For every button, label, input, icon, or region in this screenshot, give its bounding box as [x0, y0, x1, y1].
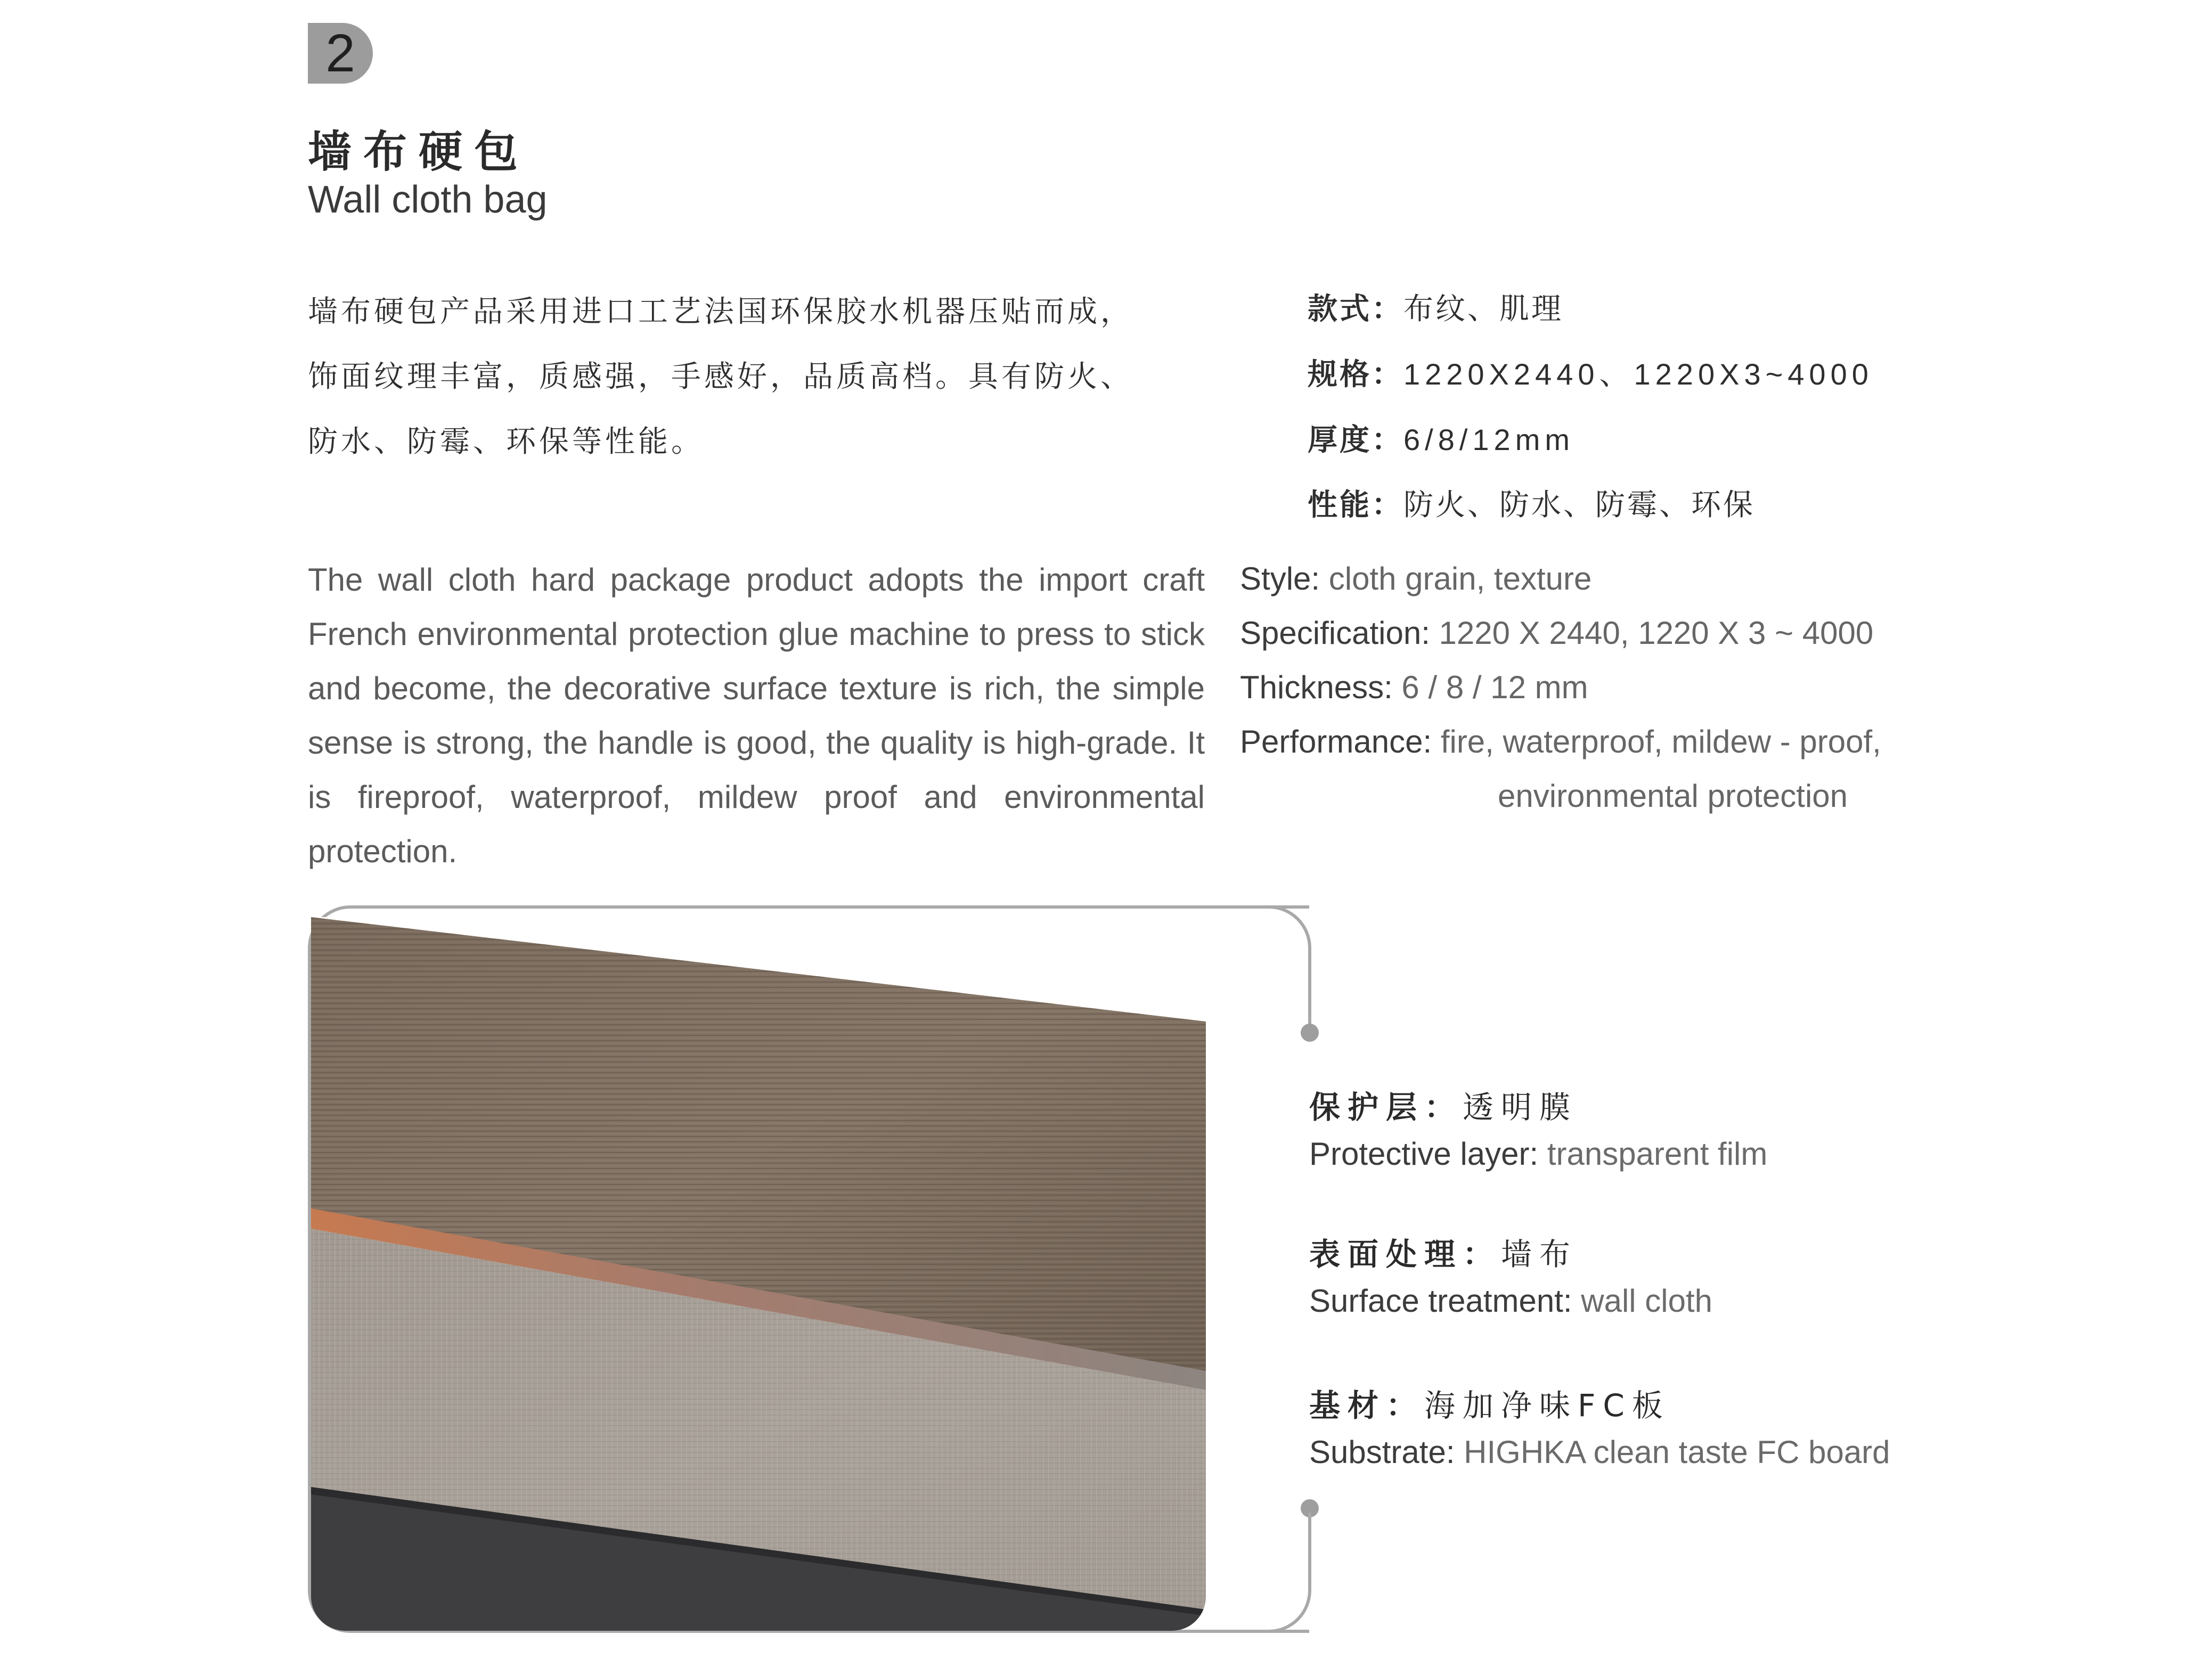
layer-label: Surface treatment: — [1309, 1283, 1572, 1319]
spec-value: 6/8/12mm — [1403, 423, 1574, 456]
section-number-badge: 2 — [308, 23, 373, 84]
spec-label: Specification: — [1240, 615, 1430, 651]
layer-label-en — [1309, 1282, 1712, 1319]
description-line: 墙布硬包产品采用进口工艺法国环保胶水机器压贴而成， — [308, 295, 1133, 329]
spec-style-cn — [1308, 277, 1873, 342]
layer-label-cn — [1309, 1229, 1712, 1274]
spec-label: 规格： — [1308, 357, 1403, 392]
spec-value: 布纹、肌理 — [1403, 292, 1563, 326]
description-chinese — [308, 280, 1213, 475]
spec-value: 6 / 8 / 12 mm — [1392, 669, 1588, 705]
layer-label: 保护层： — [1309, 1089, 1463, 1125]
layer-protective — [1309, 1082, 1767, 1172]
title-english: Wall cloth bag — [308, 178, 548, 221]
connector-dot — [1301, 1024, 1319, 1042]
layer-surface — [1309, 1229, 1712, 1319]
layer-label: 表面处理： — [1309, 1236, 1501, 1272]
photo-frame-edge — [1193, 1630, 1273, 1633]
spec-value: fire, waterproof, mildew - proof, — [1432, 724, 1881, 759]
layer-value: transparent film — [1538, 1136, 1768, 1172]
layer-value: 透明膜 — [1463, 1089, 1578, 1125]
spec-thickness-en — [1240, 660, 1932, 715]
layer-label-cn — [1309, 1082, 1767, 1127]
specs-english — [1240, 552, 1932, 823]
description-line: 饰面纹理丰富，质感强，手感好，品质高档。具有防火、 — [308, 359, 1133, 394]
layer-value: wall cloth — [1572, 1283, 1713, 1319]
spec-label: 款式： — [1308, 292, 1403, 326]
spec-style-en — [1240, 552, 1932, 606]
spec-thickness-cn — [1308, 407, 1873, 473]
layer-value: 墙布 — [1501, 1236, 1578, 1272]
layer-label: Substrate: — [1309, 1434, 1455, 1470]
layer-label-en — [1309, 1135, 1767, 1172]
description-english: The wall cloth hard package product adopts the import craft French environmental protection glue machine to press to stick and become, the decorative surface texture is rich, the simple sense is strong, the handle is good, the quality is high-grade. It is fireproof, waterproof, mildew proof and environmental protection. — [308, 562, 1205, 869]
spec-value: 1220 X 2440, 1220 X 3 ~ 4000 — [1430, 615, 1874, 651]
layer-substrate — [1309, 1380, 1890, 1470]
layer-label: Protective layer: — [1309, 1136, 1539, 1172]
wall-cloth-panel-image — [311, 917, 1206, 1631]
spec-label: 性能： — [1308, 488, 1403, 522]
product-photo — [311, 917, 1206, 1631]
layer-label-cn — [1309, 1380, 1890, 1425]
spec-size-cn — [1308, 342, 1873, 407]
photo-frame-connector — [1308, 948, 1311, 1029]
spec-label: 厚度： — [1308, 423, 1403, 457]
spec-value: cloth grain, texture — [1320, 561, 1592, 596]
spec-performance-en — [1240, 715, 1932, 769]
spec-performance-cn — [1308, 473, 1873, 538]
description-line: 防水、防霉、环保等性能。 — [308, 424, 704, 459]
spec-value: 防火、防水、防霉、环保 — [1403, 488, 1755, 522]
layer-label-en — [1309, 1434, 1890, 1470]
spec-label: Performance: — [1240, 724, 1432, 759]
spec-performance-continuation: environmental protection — [1498, 778, 1848, 814]
title-chinese: 墙布硬包 — [308, 127, 530, 177]
spec-label: Style: — [1240, 561, 1320, 596]
spec-size-en — [1240, 606, 1932, 660]
layer-label: 基材： — [1309, 1387, 1425, 1424]
spec-value: 1220X2440、1220X3~4000 — [1403, 357, 1873, 391]
photo-frame-connector — [1308, 1513, 1311, 1591]
spec-label: Thickness: — [1240, 669, 1393, 705]
specs-chinese — [1308, 277, 1873, 538]
layer-value: HIGHKA clean taste FC board — [1455, 1434, 1890, 1470]
layer-value: 海加净味FC板 — [1424, 1387, 1670, 1424]
